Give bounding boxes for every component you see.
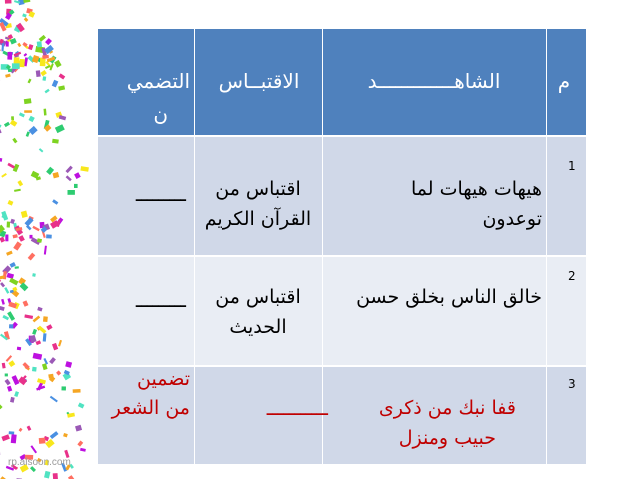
confetti-piece [49,357,56,364]
confetti-piece [17,43,21,47]
confetti-piece [12,63,20,69]
confetti-piece [8,360,15,367]
confetti-piece [44,109,47,116]
header-embedding-line2: ن [153,102,168,126]
confetti-piece [9,278,18,286]
row-number: 3 [568,377,576,391]
confetti-piece [13,241,22,250]
quotation-text: اقتباس من [215,286,301,308]
confetti-piece [33,353,43,360]
confetti-piece [26,225,32,231]
confetti-piece [2,315,9,320]
confetti-piece [15,266,19,269]
confetti-piece [53,172,60,178]
confetti-piece [65,166,72,174]
confetti-piece [74,184,78,188]
header-witness: الشاهـــــــــــــد [367,69,501,93]
confetti-piece [5,74,11,78]
header-embedding-line1: التضمي [126,69,190,93]
confetti-piece [22,13,27,17]
confetti-piece [7,386,12,392]
confetti-piece [14,57,20,63]
confetti-piece [32,367,37,372]
confetti-piece [0,403,3,409]
confetti-piece [7,52,12,60]
confetti-piece [29,235,32,239]
confetti-piece [32,329,37,335]
confetti-piece [33,315,41,322]
confetti-piece [5,374,8,377]
confetti-piece [78,403,85,409]
confetti-piece [0,306,5,311]
witness-text: توعدون [482,208,542,230]
confetti-piece [52,139,59,144]
confetti-piece [28,44,33,50]
confetti-piece [28,253,36,261]
confetti-piece [32,273,36,277]
row-divider [98,135,586,137]
confetti-piece [2,363,6,369]
confetti-piece [55,124,65,133]
confetti-piece [24,110,32,113]
confetti-piece [29,126,38,135]
confetti-piece [39,148,44,152]
confetti-piece [19,428,23,432]
confetti-piece [53,473,58,479]
confetti-piece [43,333,47,341]
confetti-piece [12,138,17,144]
confetti-piece [10,397,15,403]
confetti-piece [4,287,9,294]
confetti-piece [6,251,13,256]
confetti-piece [39,35,46,42]
confetti-piece [36,70,41,77]
confetti-piece [59,73,66,79]
embedding-dash: ـــــــــ [135,184,186,206]
confetti-piece [42,55,49,59]
confetti-piece [37,41,42,47]
confetti-piece [37,307,42,312]
column-divider [194,29,195,464]
confetti-piece [80,166,89,172]
confetti-piece [74,172,81,179]
confetti-piece [26,131,30,137]
confetti-piece [9,431,15,434]
witness-text: حبيب ومنزل [398,427,496,449]
confetti-piece [44,246,47,255]
confetti-piece [0,282,5,287]
confetti-piece [65,361,72,368]
confetti-piece [39,438,46,444]
confetti-piece [0,129,2,134]
witness-text: قفا نبك من ذكرى [378,397,516,419]
confetti-piece [24,314,33,319]
embedding-text: من الشعر [111,397,190,419]
confetti-piece [50,396,58,403]
confetti-piece [77,441,83,447]
confetti-piece [44,471,50,479]
row-number: 1 [568,159,576,173]
confetti-piece [43,316,48,322]
confetti-piece [73,389,81,393]
confetti-piece [50,431,59,439]
confetti-piece [5,379,11,386]
confetti-piece [75,425,82,432]
confetti-piece [23,53,27,57]
row-divider [98,255,586,257]
embedding-dash: ـــــــــ [135,290,186,312]
confetti-piece [4,122,10,127]
confetti-piece [27,426,32,431]
confetti-piece [28,116,34,122]
confetti-piece [45,65,51,69]
confetti-piece [46,234,52,238]
confetti-decoration [0,0,105,479]
confetti-piece [63,433,68,437]
confetti-piece [24,17,29,22]
confetti-piece [13,234,18,238]
confetti-piece [46,324,52,330]
witness-text: خالق الناس بخلق حسن [356,286,542,308]
confetti-piece [23,0,30,3]
confetti-piece [30,445,37,453]
row-number: 2 [568,269,576,283]
embedding-text: تضمين [137,368,190,390]
confetti-piece [5,235,8,242]
confetti-piece [18,235,24,242]
confetti-piece [14,391,19,397]
confetti-piece [7,273,15,279]
confetti-piece [11,434,17,443]
confetti-piece [61,386,66,390]
confetti-piece [42,76,46,81]
quotation-text: اقتباس من [215,178,301,200]
confetti-piece [7,311,15,321]
confetti-piece [1,173,7,178]
confetti-piece [9,324,13,328]
confetti-piece [0,158,2,162]
confetti-piece [17,180,23,186]
quotation-text: الحديث [229,316,287,338]
confetti-piece [7,222,11,228]
confetti-piece [7,200,13,206]
confetti-piece [54,60,61,68]
confetti-piece [66,175,72,181]
confetti-piece [23,300,29,306]
confetti-piece [48,374,53,379]
confetti-piece [52,80,59,88]
confetti-piece [58,340,62,347]
confetti-piece [80,448,86,452]
confetti-piece [0,237,5,243]
confetti-piece [11,116,14,120]
confetti-piece [45,38,52,45]
confetti-piece [19,112,25,117]
witness-text: هيهات هيهات لما [410,178,542,200]
header-number: م [557,69,571,93]
confetti-piece [12,375,20,385]
confetti-piece [32,226,39,231]
confetti-piece [14,189,21,192]
confetti-piece [10,120,17,127]
watermark-text: rp.alsoon.com [8,457,71,468]
confetti-piece [24,98,32,104]
confetti-piece [17,347,21,351]
confetti-piece [27,79,31,84]
confetti-piece [1,299,5,305]
header-quotation: الاقتبــاس [218,69,300,93]
confetti-piece [45,89,50,94]
confetti-piece [6,355,12,362]
confetti-piece [52,199,58,204]
confetti-piece [0,47,1,53]
quotation-dash: ـــــــــــ [266,398,328,420]
confetti-piece [5,0,12,4]
confetti-piece [68,475,75,479]
confetti-piece [68,190,75,195]
confetti-piece [52,343,58,350]
confetti-piece [56,370,61,375]
quotation-table [98,29,586,464]
confetti-piece [59,115,67,120]
quotation-text: القرآن الكريم [204,208,312,230]
confetti-piece [58,85,65,90]
confetti-piece [21,211,28,218]
confetti-piece [40,70,47,76]
confetti-piece [7,163,15,169]
confetti-piece [1,434,9,441]
